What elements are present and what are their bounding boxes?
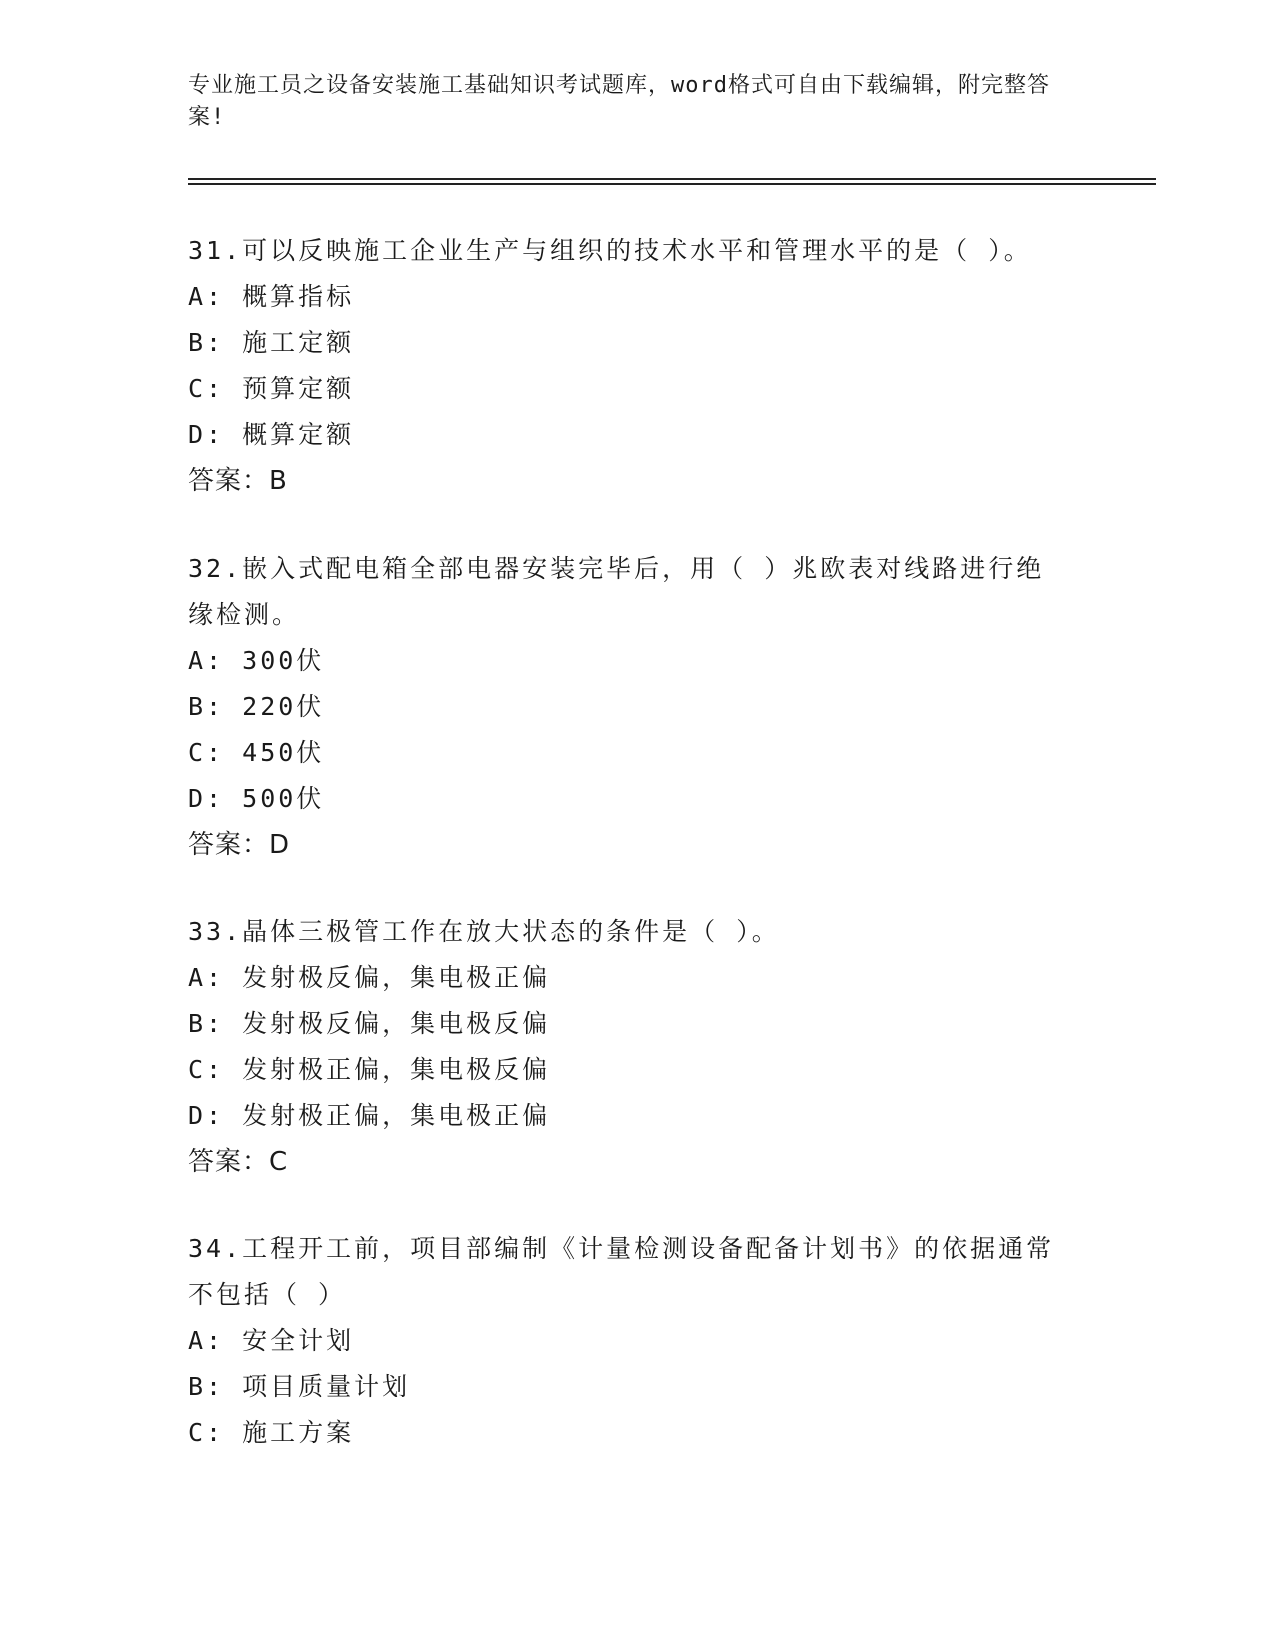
option-b: B: 施工定额 [188, 328, 355, 357]
option-d: D: 概算定额 [188, 420, 355, 449]
option-d: D: 500伏 [188, 784, 325, 813]
answer: 答案：B [188, 466, 288, 496]
question-31 [188, 228, 1088, 504]
question-stem: 33.晶体三极管工作在放大状态的条件是（ ）。 [188, 917, 780, 946]
option-a: A: 安全计划 [188, 1326, 355, 1355]
header-divider-top [188, 178, 1156, 180]
option-a: A: 概算指标 [188, 282, 355, 311]
question-stem: 32.嵌入式配电箱全部电器安装完毕后，用（ ）兆欧表对线路进行绝缘检测。 [188, 554, 1045, 629]
option-c: C: 450伏 [188, 738, 325, 767]
question-33 [188, 909, 1088, 1185]
option-a: A: 发射极反偏，集电极正偏 [188, 963, 551, 992]
option-c: C: 发射极正偏，集电极反偏 [188, 1055, 551, 1084]
answer: 答案：C [188, 1147, 289, 1177]
option-c: C: 施工方案 [188, 1418, 355, 1447]
option-a: A: 300伏 [188, 646, 325, 675]
question-stem: 34.工程开工前，项目部编制《计量检测设备配备计划书》的依据通常不包括（ ） [188, 1234, 1055, 1309]
question-34 [188, 1226, 1088, 1456]
option-b: B: 发射极反偏，集电极反偏 [188, 1009, 551, 1038]
option-c: C: 预算定额 [188, 374, 355, 403]
document-header: 专业施工员之设备安装施工基础知识考试题库，word格式可自由下载编辑，附完整答案! [188, 73, 1050, 130]
answer: 答案：D [188, 830, 291, 860]
question-stem: 31.可以反映施工企业生产与组织的技术水平和管理水平的是（ ）。 [188, 236, 1032, 265]
option-b: B: 220伏 [188, 692, 325, 721]
option-b: B: 项目质量计划 [188, 1372, 411, 1401]
question-32 [188, 546, 1088, 868]
option-d: D: 发射极正偏，集电极正偏 [188, 1101, 551, 1130]
header-divider-bottom [188, 183, 1156, 185]
